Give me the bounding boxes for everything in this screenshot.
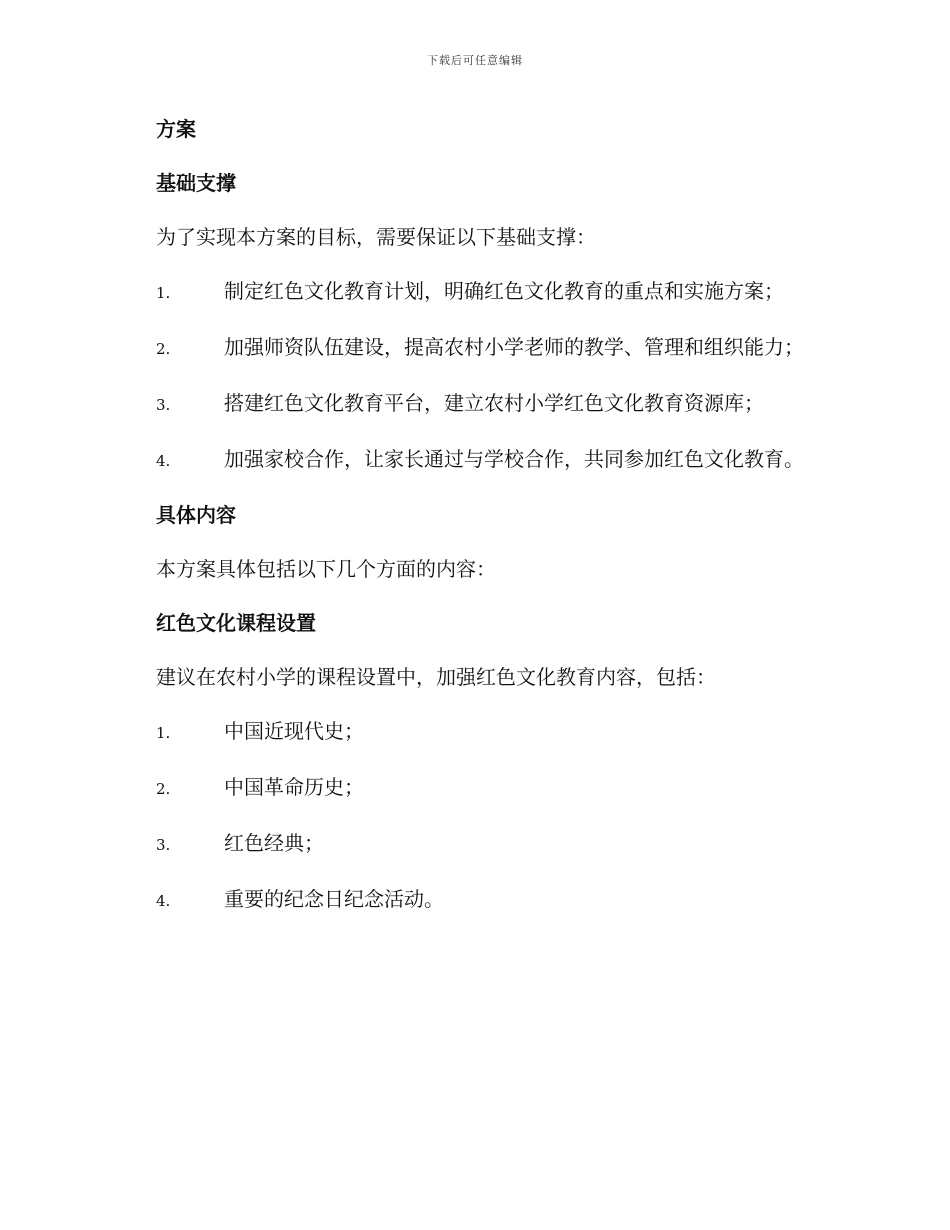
section-heading-content: 具体内容	[156, 503, 236, 527]
list-item-text: 搭建红色文化教育平台，建立农村小学红色文化教育资源库；	[224, 391, 764, 415]
list-item-text: 中国近现代史；	[224, 719, 364, 743]
list-item	[112, 766, 834, 810]
list-item-number: 1.	[156, 284, 171, 302]
list-item	[112, 438, 834, 482]
section-intro-foundation: 为了实现本方案的目标，需要保证以下基础支撑：	[156, 225, 596, 249]
list-item-text: 制定红色文化教育计划，明确红色文化教育的重点和实施方案；	[224, 279, 784, 303]
list-item	[112, 878, 834, 922]
section-intro-curriculum: 建议在农村小学的课程设置中，加强红色文化教育内容，包括：	[156, 665, 716, 689]
list-item	[112, 822, 834, 866]
document-body	[112, 108, 834, 934]
list-item-number: 2.	[156, 780, 171, 798]
list-item	[112, 382, 834, 426]
section-heading-foundation: 基础支撑	[156, 171, 236, 195]
section-heading-curriculum: 红色文化课程设置	[156, 611, 316, 635]
list-item-number: 4.	[156, 892, 171, 910]
list-item-text: 加强师资队伍建设，提高农村小学老师的教学、管理和组织能力；	[224, 335, 804, 359]
list-item	[112, 326, 834, 370]
list-item-text: 红色经典；	[224, 831, 324, 855]
document-title: 方案	[156, 117, 196, 141]
list-item-number: 1.	[156, 724, 171, 742]
list-item	[112, 270, 834, 314]
list-item-text: 中国革命历史；	[224, 775, 364, 799]
list-item-number: 4.	[156, 452, 171, 470]
page-header: 下载后可任意编辑	[427, 54, 523, 67]
list-item-number: 3.	[156, 836, 171, 854]
list-item-number: 3.	[156, 396, 171, 414]
list-item-text: 加强家校合作，让家长通过与学校合作，共同参加红色文化教育。	[224, 447, 804, 471]
list-item-number: 2.	[156, 340, 171, 358]
list-item-text: 重要的纪念日纪念活动。	[224, 887, 444, 911]
section-intro-content: 本方案具体包括以下几个方面的内容：	[156, 557, 496, 581]
list-item	[112, 710, 834, 754]
